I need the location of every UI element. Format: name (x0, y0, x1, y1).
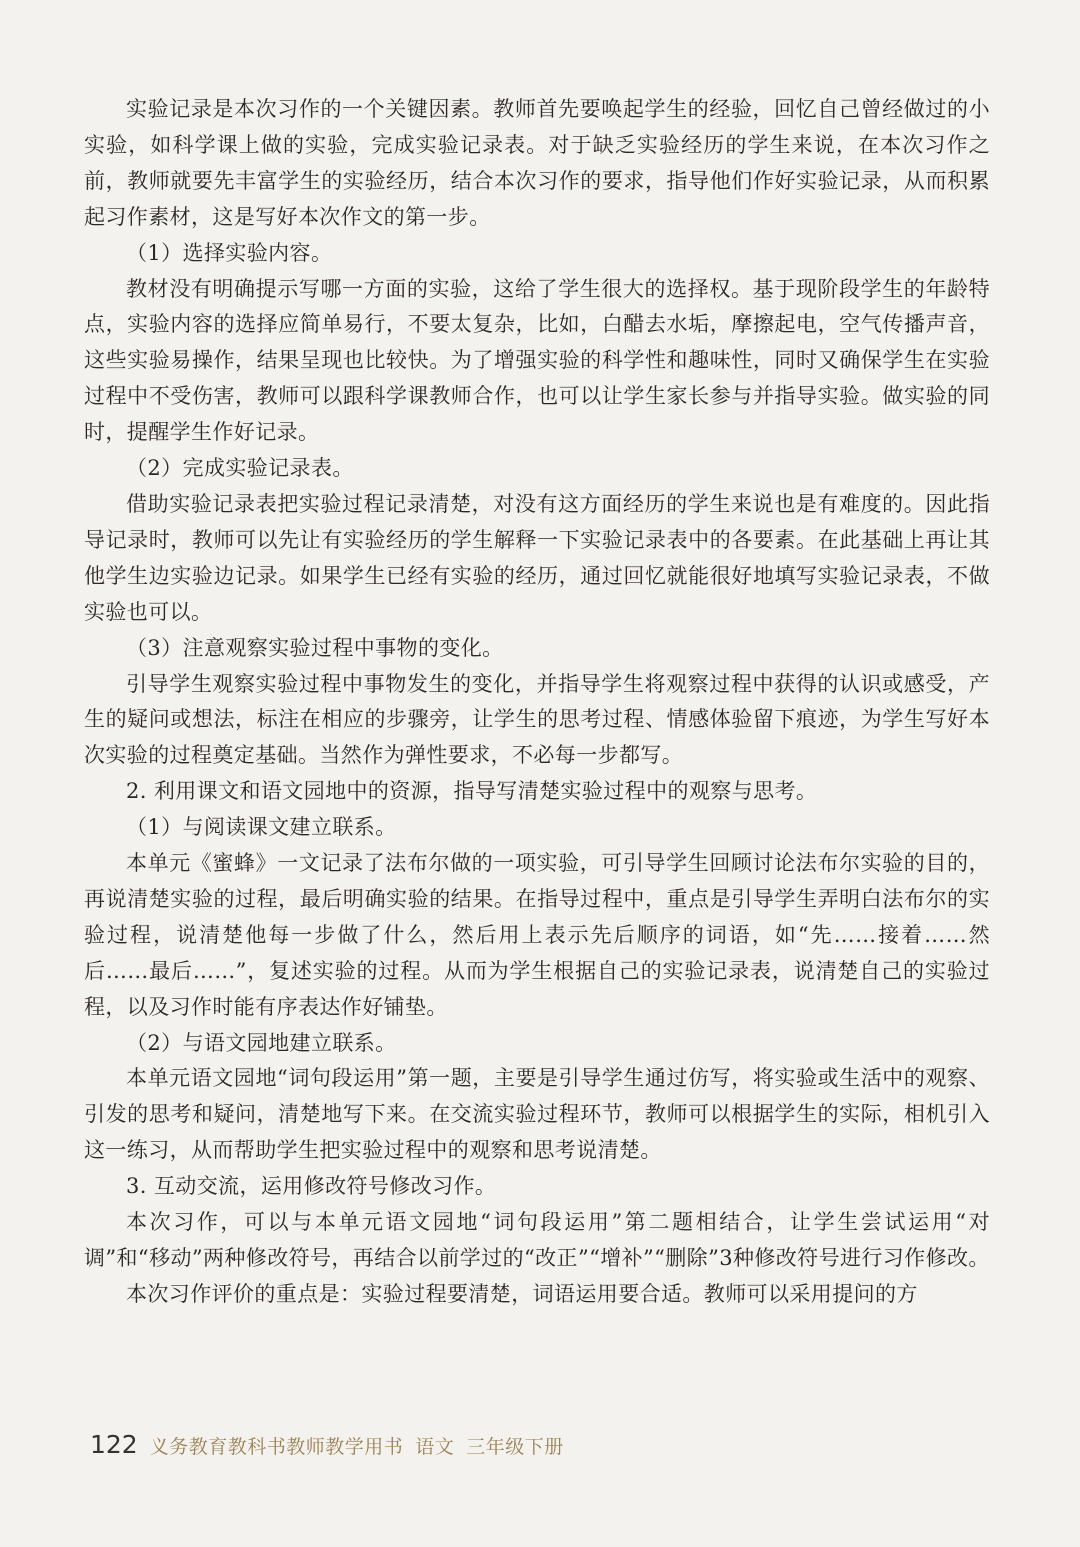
section-heading: 2. 利用课文和语文园地中的资源，指导写清楚实验过程中的观察与思考。 (126, 779, 818, 804)
body-paragraph: 实验记录是本次习作的一个关键因素。教师首先要唤起学生的经验，回忆自己曾经做过的小实验，如科学课上做的实验，完成实验记录表。对于缺乏实验经历的学生来说，在本次习作之前，教师就要先丰富学生的实验经历，结合本次习作的要求，指导他们作好实验记录，从而积累起习作素材，这是写好本次作文的第一步。 (84, 97, 990, 229)
grade-label: 三年级下册 (466, 1436, 564, 1458)
running-title (150, 1432, 576, 1459)
section-heading: （1）选择实验内容。 (126, 240, 333, 265)
page-footer (90, 1430, 576, 1459)
body-paragraph: 本次习作，可以与本单元语文园地“词句段运用”第二题相结合，让学生尝试运用“对调”和“移动”两种修改符号，再结合以前学过的“改正”“增补”“删除”3种修改符号进行习作修改。 (84, 1210, 990, 1270)
body-paragraph: 本单元语文园地“词句段运用”第一题，主要是引导学生通过仿写，将实验或生活中的观察、引发的思考和疑问，清楚地写下来。在交流实验过程环节，教师可以根据学生的实际，相机引入这一练习，从而帮助学生把实验过程中的观察和思考说清楚。 (84, 1066, 990, 1163)
body-paragraph: 教材没有明确提示写哪一方面的实验，这给了学生很大的选择权。基于现阶段学生的年龄特点，实验内容的选择应简单易行，不要太复杂，比如，白醋去水垢，摩擦起电，空气传播声音，这些实验易操作，结果呈现也比较快。为了增强实验的科学性和趣味性，同时又确保学生在实验过程中不受伤害，教师可以跟科学课教师合作，也可以让学生家长参与并指导实验。做实验的同时，提醒学生作好记录。 (84, 276, 990, 445)
subject-label: 语文 (415, 1436, 455, 1458)
section-heading: （2）完成实验记录表。 (126, 456, 354, 481)
body-paragraph: 借助实验记录表把实验过程记录清楚，对没有这方面经历的学生来说也是有难度的。因此指导记录时，教师可以先让有实验经历的学生解释一下实验记录表中的各要素。在此基础上再让其他学生边实验边记录。如果学生已经有实验的经历，通过回忆就能很好地填写实验记录表，不做实验也可以。 (84, 491, 990, 624)
page-body (84, 92, 990, 1313)
section-heading: （2）与语文园地建立联系。 (126, 1030, 397, 1055)
body-paragraph: 引导学生观察实验过程中事物发生的变化，并指导学生将观察过程中获得的认识或感受，产生的疑问或想法，标注在相应的步骤旁，让学生的思考过程、情感体验留下痕迹，为学生写好本次实验的过程奠定基础。当然作为弹性要求，不必每一步都写。 (84, 671, 990, 768)
page-number: 122 (90, 1430, 138, 1459)
body-paragraph: 本次习作评价的重点是：实验过程要清楚，词语运用要合适。教师可以采用提问的方 (126, 1281, 918, 1306)
section-heading: （3）注意观察实验过程中事物的变化。 (126, 635, 504, 660)
section-heading: （1）与阅读课文建立联系。 (126, 815, 397, 840)
book-title: 义务教育教科书教师教学用书 (149, 1436, 404, 1458)
section-heading: 3. 互动交流，运用修改符号修改习作。 (126, 1174, 497, 1199)
body-paragraph: 本单元《蜜蜂》一文记录了法布尔做的一项实验，可引导学生回顾讨论法布尔实验的目的，再说清楚实验的过程，最后明确实验的结果。在指导过程中，重点是引导学生弄明白法布尔的实验过程，说清楚他每一步做了什么，然后用上表示先后顺序的词语，如“先……接着……然后……最后……”，复述实验的过程。从而为学生根据自己的实验记录表，说清楚自己的实验过程，以及习作时能有序表达作好铺垫。 (84, 851, 990, 1019)
